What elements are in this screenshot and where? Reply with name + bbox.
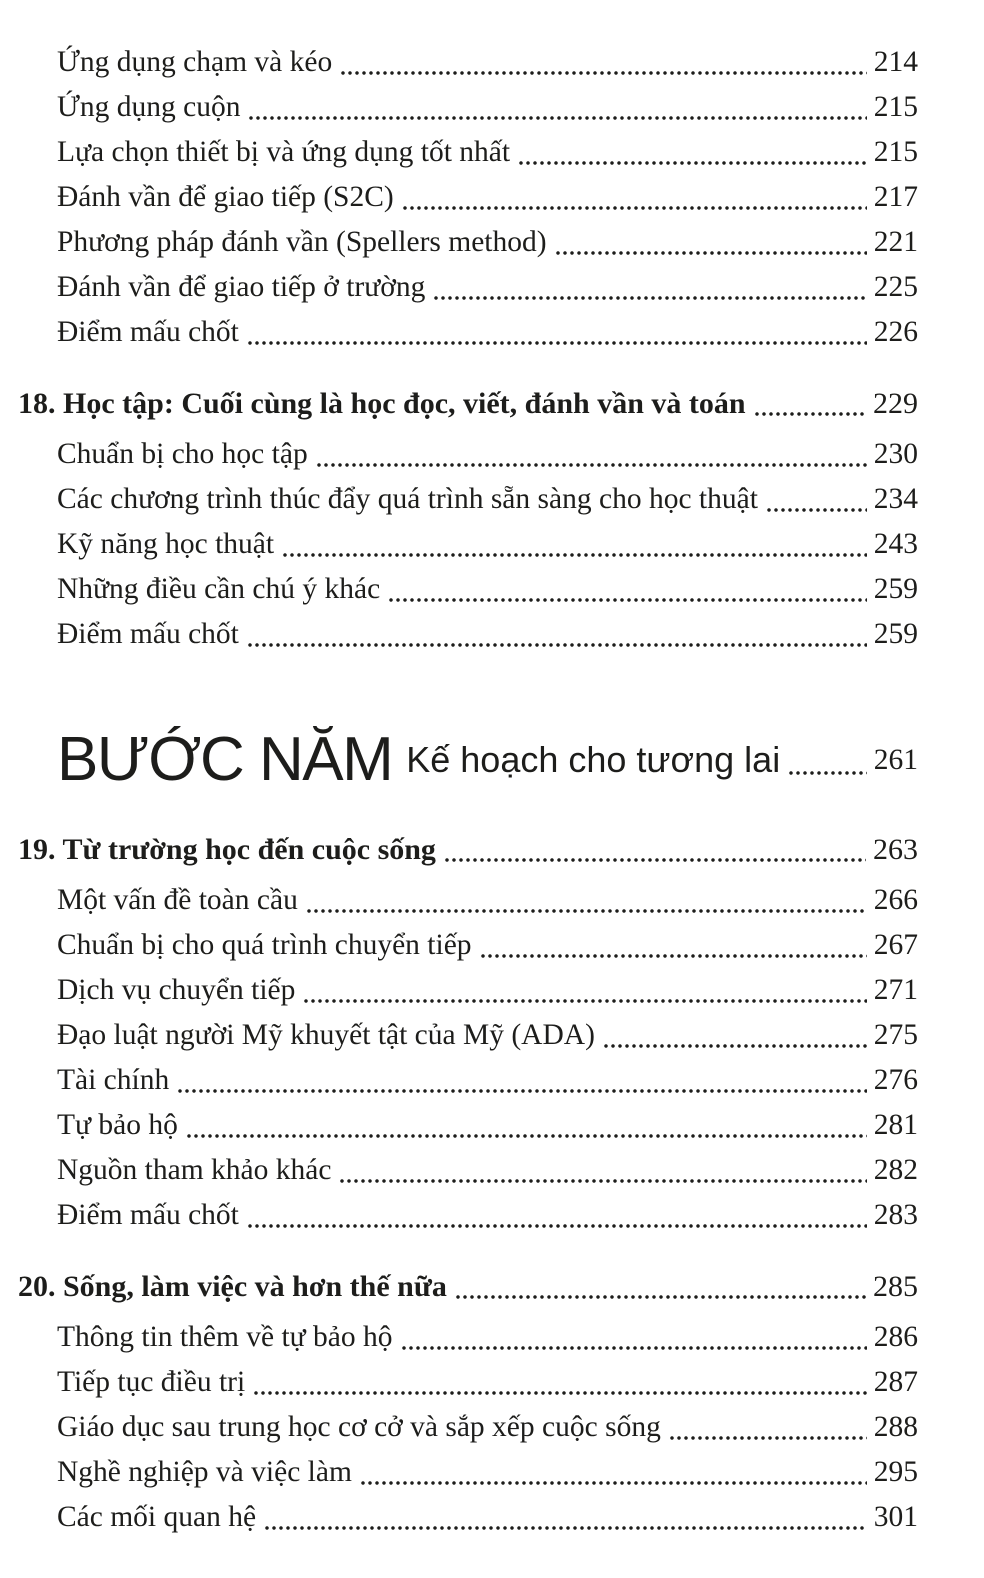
page-number: 225 — [873, 271, 918, 303]
chapter-title: 18. Học tập: Cuối cùng là học đọc, viết, đánh vần và toán — [18, 387, 746, 420]
page-number: 276 — [873, 1064, 918, 1096]
entry-title: Nghề nghiệp và việc làm — [57, 1456, 352, 1488]
dot-leader — [445, 827, 866, 872]
page-number: 285 — [873, 1270, 918, 1303]
dot-leader — [304, 968, 866, 1013]
page-number: 267 — [873, 929, 918, 961]
page-number: 234 — [873, 483, 918, 515]
page-number: 266 — [873, 884, 918, 916]
toc-entry-row — [18, 175, 918, 220]
entry-title: Tài chính — [57, 1064, 170, 1096]
toc-entry-row — [18, 1315, 918, 1360]
toc-entry-row — [18, 1013, 918, 1058]
entry-title: Tiếp tục điều trị — [57, 1366, 246, 1398]
chapter-title: 19. Từ trường học đến cuộc sống — [18, 833, 436, 866]
toc-entry-row — [18, 130, 918, 175]
entry-title: Đánh vần để giao tiếp (S2C) — [57, 181, 394, 213]
page-number: 229 — [873, 387, 918, 420]
page-number: 263 — [873, 833, 918, 866]
page-number: 287 — [873, 1366, 918, 1398]
toc-entry-row — [18, 1450, 918, 1495]
entry-title: Đánh vần để giao tiếp ở trường — [57, 271, 426, 303]
toc-entry-row — [18, 85, 918, 130]
toc-chapter-row — [18, 381, 918, 426]
page-number: 286 — [873, 1321, 918, 1353]
toc-entry-row — [18, 40, 918, 85]
page-number: 275 — [873, 1019, 918, 1051]
dot-leader — [403, 175, 867, 220]
toc-entry-row — [18, 477, 918, 522]
dot-leader — [248, 310, 867, 355]
dot-leader — [434, 265, 866, 310]
toc-entry-row — [18, 220, 918, 265]
toc-entry-row — [18, 265, 918, 310]
dot-leader — [556, 220, 867, 265]
dot-leader — [340, 1148, 866, 1193]
page-number: 288 — [873, 1411, 918, 1443]
toc-entry-row — [18, 1148, 918, 1193]
entry-title: Nguồn tham khảo khác — [57, 1154, 332, 1186]
dot-leader — [307, 878, 867, 923]
toc-entry-row — [18, 1193, 918, 1238]
toc-entry-row — [18, 1495, 918, 1540]
toc-entry-row — [18, 968, 918, 1013]
entry-title: Chuẩn bị cho quá trình chuyển tiếp — [57, 929, 472, 961]
dot-leader — [187, 1103, 867, 1148]
entry-title: Các mối quan hệ — [57, 1501, 257, 1533]
dot-leader — [755, 381, 866, 426]
entry-title: Điểm mấu chốt — [57, 1199, 239, 1231]
toc-entry-row — [18, 1360, 918, 1405]
dot-leader — [341, 40, 867, 85]
page-number: 230 — [873, 438, 918, 470]
toc-entry-row — [18, 612, 918, 657]
entry-title: Chuẩn bị cho học tập — [57, 438, 308, 470]
entry-title: Tự bảo hộ — [57, 1109, 178, 1141]
page-number: 226 — [873, 316, 918, 348]
page-number: 217 — [873, 181, 918, 213]
dot-leader — [361, 1450, 867, 1495]
entry-title: Các chương trình thúc đẩy quá trình sẵn sàng cho học thuật — [57, 483, 758, 515]
entry-title: Ứng dụng chạm và kéo — [57, 46, 333, 78]
page-number: 261 — [873, 744, 918, 776]
page-number: 215 — [873, 91, 918, 123]
toc-list — [18, 40, 918, 1540]
dot-leader — [178, 1058, 867, 1103]
page-number: 243 — [873, 528, 918, 560]
entry-title: Thông tin thêm về tự bảo hộ — [57, 1321, 393, 1353]
toc-entry-row — [18, 1405, 918, 1450]
dot-leader — [767, 477, 867, 522]
page-number: 282 — [873, 1154, 918, 1186]
dot-leader — [248, 612, 867, 657]
toc-part-heading-row — [18, 719, 918, 801]
dot-leader — [604, 1013, 867, 1058]
toc-entry-row — [18, 567, 918, 612]
entry-title: Kỹ năng học thuật — [57, 528, 275, 560]
toc-entry-row — [18, 432, 918, 477]
page-number: 259 — [873, 618, 918, 650]
entry-title: Điểm mấu chốt — [57, 618, 239, 650]
page-number: 221 — [873, 226, 918, 258]
entry-title: Phương pháp đánh vần (Spellers method) — [57, 226, 547, 258]
page-number: 271 — [873, 974, 918, 1006]
dot-leader — [789, 719, 867, 801]
page-number: 259 — [873, 573, 918, 605]
entry-title: Điểm mấu chốt — [57, 316, 239, 348]
page-number: 301 — [873, 1501, 918, 1533]
toc-entry-row — [18, 310, 918, 355]
toc-entry-row — [18, 1058, 918, 1103]
dot-leader — [481, 923, 867, 968]
entry-title: Giáo dục sau trung học cơ cở và sắp xếp cuộc sống — [57, 1411, 661, 1443]
toc-entry-row — [18, 522, 918, 567]
page-number: 281 — [873, 1109, 918, 1141]
dot-leader — [402, 1315, 867, 1360]
entry-title: Đạo luật người Mỹ khuyết tật của Mỹ (ADA) — [57, 1019, 595, 1051]
dot-leader — [317, 432, 867, 477]
entry-title: Những điều cần chú ý khác — [57, 573, 381, 605]
page-number: 283 — [873, 1199, 918, 1231]
dot-leader — [248, 1193, 867, 1238]
dot-leader — [249, 85, 866, 130]
toc-entry-row — [18, 1103, 918, 1148]
toc-chapter-row — [18, 1264, 918, 1309]
entry-title: Dịch vụ chuyển tiếp — [57, 974, 296, 1006]
page-number: 214 — [873, 46, 918, 78]
part-title: BƯỚC NĂM — [57, 725, 393, 794]
part-subtitle: Kế hoạch cho tương lai — [406, 739, 781, 780]
toc-chapter-row — [18, 827, 918, 872]
chapter-title: 20. Sống, làm việc và hơn thế nữa — [18, 1270, 447, 1303]
entry-title: Một vấn đề toàn cầu — [57, 884, 298, 916]
dot-leader — [456, 1264, 866, 1309]
dot-leader — [283, 522, 867, 567]
dot-leader — [519, 130, 867, 175]
page-number: 295 — [873, 1456, 918, 1488]
page-number: 215 — [873, 136, 918, 168]
entry-title: Lựa chọn thiết bị và ứng dụng tốt nhất — [57, 136, 511, 168]
dot-leader — [389, 567, 867, 612]
dot-leader — [265, 1495, 867, 1540]
toc-entry-row — [18, 878, 918, 923]
toc-entry-row — [18, 923, 918, 968]
dot-leader — [254, 1360, 867, 1405]
dot-leader — [670, 1405, 867, 1450]
entry-title: Ứng dụng cuộn — [57, 91, 241, 123]
